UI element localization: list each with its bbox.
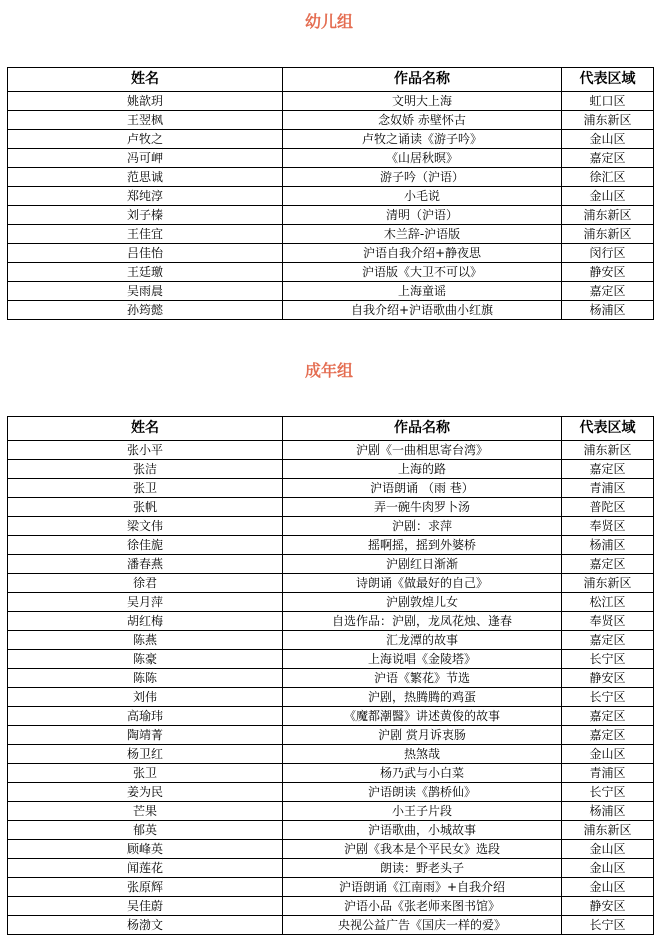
cell-work-title: 沪语《繁花》节选 xyxy=(283,669,562,688)
table-row xyxy=(8,555,654,574)
cell-work-title: 沪剧敦煌儿女 xyxy=(283,593,562,612)
cell-work-title: 自选作品：沪剧，龙凤花烛、逢春 xyxy=(283,612,562,631)
table-row xyxy=(8,612,654,631)
cell-area: 青浦区 xyxy=(562,479,654,498)
cell-work-title: 沪剧《我本是个平民女》选段 xyxy=(283,840,562,859)
cell-name: 高瑜玮 xyxy=(8,707,283,726)
cell-name: 吕佳怡 xyxy=(8,244,283,263)
cell-work-title: 摇啊摇，摇到外婆桥 xyxy=(283,536,562,555)
cell-area: 浦东新区 xyxy=(562,225,654,244)
cell-name: 张卫 xyxy=(8,764,283,783)
table-row xyxy=(8,859,654,878)
table-row xyxy=(8,688,654,707)
table-row xyxy=(8,498,654,517)
table-row xyxy=(8,821,654,840)
table-row xyxy=(8,669,654,688)
table-row xyxy=(8,441,654,460)
cell-work-title: 沪剧，热腾腾的鸡蛋 xyxy=(283,688,562,707)
table-row xyxy=(8,187,654,206)
cell-work-title: 清明（沪语） xyxy=(283,206,562,225)
cell-name: 顾峰英 xyxy=(8,840,283,859)
cell-name: 郑纯淳 xyxy=(8,187,283,206)
cell-work-title: 小王子片段 xyxy=(283,802,562,821)
cell-name: 陈陈 xyxy=(8,669,283,688)
cell-name: 刘伟 xyxy=(8,688,283,707)
table-header-row xyxy=(8,417,654,441)
table-row xyxy=(8,206,654,225)
children-roster-table xyxy=(7,67,654,320)
cell-work-title: 热煞哉 xyxy=(283,745,562,764)
cell-name: 郁英 xyxy=(8,821,283,840)
cell-name: 王佳宜 xyxy=(8,225,283,244)
cell-work-title: 杨乃武与小白菜 xyxy=(283,764,562,783)
cell-name: 梁文伟 xyxy=(8,517,283,536)
table-row xyxy=(8,593,654,612)
cell-area: 长宁区 xyxy=(562,783,654,802)
cell-name: 胡红梅 xyxy=(8,612,283,631)
cell-work-title: 木兰辞-沪语版 xyxy=(283,225,562,244)
cell-name: 陶靖菁 xyxy=(8,726,283,745)
table-row xyxy=(8,631,654,650)
table-row xyxy=(8,130,654,149)
cell-area: 静安区 xyxy=(562,263,654,282)
cell-work-title: 上海的路 xyxy=(283,460,562,479)
table-row xyxy=(8,168,654,187)
cell-work-title: 汇龙潭的故事 xyxy=(283,631,562,650)
table-row xyxy=(8,745,654,764)
table-row xyxy=(8,878,654,897)
cell-area: 普陀区 xyxy=(562,498,654,517)
cell-work-title: 沪语朗诵《江南雨》+自我介绍 xyxy=(283,878,562,897)
cell-area: 浦东新区 xyxy=(562,821,654,840)
cell-name: 张卫 xyxy=(8,479,283,498)
children-roster-body xyxy=(8,92,654,320)
cell-work-title: 弄一碗牛肉罗卜汤 xyxy=(283,498,562,517)
table-row xyxy=(8,707,654,726)
cell-area: 虹口区 xyxy=(562,92,654,111)
table-row xyxy=(8,840,654,859)
cell-name: 冯可岬 xyxy=(8,149,283,168)
table-row xyxy=(8,897,654,916)
table-row xyxy=(8,764,654,783)
table-row xyxy=(8,517,654,536)
column-header-area: 代表区域 xyxy=(562,417,654,441)
column-header-work: 作品名称 xyxy=(283,68,562,92)
cell-name: 王翌枫 xyxy=(8,111,283,130)
cell-area: 金山区 xyxy=(562,878,654,897)
cell-work-title: 《山居秋暝》 xyxy=(283,149,562,168)
table-row xyxy=(8,916,654,935)
cell-name: 张原辉 xyxy=(8,878,283,897)
cell-work-title: 沪语小品《张老师来图书馆》 xyxy=(283,897,562,916)
cell-name: 卢牧之 xyxy=(8,130,283,149)
cell-area: 徐汇区 xyxy=(562,168,654,187)
adults-roster-table xyxy=(7,416,654,935)
cell-work-title: 沪剧：求萍 xyxy=(283,517,562,536)
cell-area: 金山区 xyxy=(562,187,654,206)
cell-name: 陈燕 xyxy=(8,631,283,650)
cell-work-title: 沪剧《一曲相思寄台湾》 xyxy=(283,441,562,460)
cell-work-title: 沪语歌曲，小城故事 xyxy=(283,821,562,840)
cell-area: 杨浦区 xyxy=(562,802,654,821)
cell-work-title: 央视公益广告《国庆一样的爱》 xyxy=(283,916,562,935)
cell-area: 浦东新区 xyxy=(562,206,654,225)
table-row xyxy=(8,726,654,745)
cell-work-title: 沪剧 赏月诉衷肠 xyxy=(283,726,562,745)
cell-name: 张洁 xyxy=(8,460,283,479)
cell-work-title: 沪语自我介绍+静夜思 xyxy=(283,244,562,263)
table-row xyxy=(8,111,654,130)
cell-name: 张小平 xyxy=(8,441,283,460)
cell-name: 杨渤文 xyxy=(8,916,283,935)
cell-name: 吴雨晨 xyxy=(8,282,283,301)
cell-name: 王廷璬 xyxy=(8,263,283,282)
cell-name: 张帆 xyxy=(8,498,283,517)
cell-area: 静安区 xyxy=(562,897,654,916)
table-row xyxy=(8,802,654,821)
cell-area: 金山区 xyxy=(562,130,654,149)
table-row xyxy=(8,263,654,282)
table-row xyxy=(8,479,654,498)
cell-name: 吴佳蔚 xyxy=(8,897,283,916)
cell-work-title: 诗朗诵《做最好的自己》 xyxy=(283,574,562,593)
cell-work-title: 沪语版《大卫不可以》 xyxy=(283,263,562,282)
cell-name: 闻莲花 xyxy=(8,859,283,878)
cell-area: 松江区 xyxy=(562,593,654,612)
column-header-work: 作品名称 xyxy=(283,417,562,441)
cell-work-title: 上海说唱《金陵塔》 xyxy=(283,650,562,669)
cell-area: 金山区 xyxy=(562,745,654,764)
cell-area: 长宁区 xyxy=(562,916,654,935)
table-row xyxy=(8,282,654,301)
table-row xyxy=(8,783,654,802)
table-row xyxy=(8,574,654,593)
cell-area: 嘉定区 xyxy=(562,707,654,726)
table-header-row xyxy=(8,68,654,92)
cell-work-title: 念奴娇 赤壁怀古 xyxy=(283,111,562,130)
cell-area: 嘉定区 xyxy=(562,726,654,745)
cell-name: 徐佳旎 xyxy=(8,536,283,555)
table-row xyxy=(8,650,654,669)
cell-area: 嘉定区 xyxy=(562,149,654,168)
cell-name: 潘春燕 xyxy=(8,555,283,574)
cell-work-title: 自我介绍+沪语歌曲小红旗 xyxy=(283,301,562,320)
group-title-adults: 成年组 xyxy=(304,361,353,380)
cell-name: 孙筠懿 xyxy=(8,301,283,320)
cell-work-title: 《魔都潮醫》讲述黄俊的故事 xyxy=(283,707,562,726)
cell-work-title: 卢牧之诵读《游子吟》 xyxy=(283,130,562,149)
cell-name: 徐君 xyxy=(8,574,283,593)
cell-area: 杨浦区 xyxy=(562,301,654,320)
cell-name: 姚歆玥 xyxy=(8,92,283,111)
cell-name: 杨卫红 xyxy=(8,745,283,764)
cell-name: 姜为民 xyxy=(8,783,283,802)
cell-name: 陈豪 xyxy=(8,650,283,669)
group-title-children: 幼儿组 xyxy=(304,12,353,31)
table-row xyxy=(8,301,654,320)
table-row xyxy=(8,149,654,168)
cell-name: 吴月萍 xyxy=(8,593,283,612)
cell-work-title: 文明大上海 xyxy=(283,92,562,111)
cell-area: 浦东新区 xyxy=(562,441,654,460)
cell-work-title: 上海童谣 xyxy=(283,282,562,301)
cell-area: 嘉定区 xyxy=(562,460,654,479)
cell-area: 金山区 xyxy=(562,859,654,878)
table-row xyxy=(8,460,654,479)
column-header-area: 代表区域 xyxy=(562,68,654,92)
cell-area: 闵行区 xyxy=(562,244,654,263)
cell-area: 奉贤区 xyxy=(562,517,654,536)
column-header-name: 姓名 xyxy=(8,417,283,441)
cell-area: 嘉定区 xyxy=(562,631,654,650)
cell-name: 刘子榛 xyxy=(8,206,283,225)
table-row xyxy=(8,92,654,111)
cell-area: 静安区 xyxy=(562,669,654,688)
cell-work-title: 沪剧红日渐渐 xyxy=(283,555,562,574)
cell-work-title: 小毛说 xyxy=(283,187,562,206)
table-row xyxy=(8,536,654,555)
cell-area: 金山区 xyxy=(562,840,654,859)
cell-work-title: 游子吟（沪语） xyxy=(283,168,562,187)
cell-area: 长宁区 xyxy=(562,688,654,707)
cell-area: 嘉定区 xyxy=(562,282,654,301)
cell-work-title: 沪语朗诵 （雨 巷） xyxy=(283,479,562,498)
cell-area: 长宁区 xyxy=(562,650,654,669)
cell-area: 奉贤区 xyxy=(562,612,654,631)
cell-work-title: 沪语朗读《鹊桥仙》 xyxy=(283,783,562,802)
cell-area: 浦东新区 xyxy=(562,111,654,130)
column-header-name: 姓名 xyxy=(8,68,283,92)
cell-area: 浦东新区 xyxy=(562,574,654,593)
cell-area: 嘉定区 xyxy=(562,555,654,574)
cell-area: 青浦区 xyxy=(562,764,654,783)
table-row xyxy=(8,244,654,263)
adults-roster-body xyxy=(8,441,654,935)
cell-name: 芒果 xyxy=(8,802,283,821)
cell-work-title: 朗读：野老头子 xyxy=(283,859,562,878)
cell-name: 范思诚 xyxy=(8,168,283,187)
cell-area: 杨浦区 xyxy=(562,536,654,555)
table-row xyxy=(8,225,654,244)
